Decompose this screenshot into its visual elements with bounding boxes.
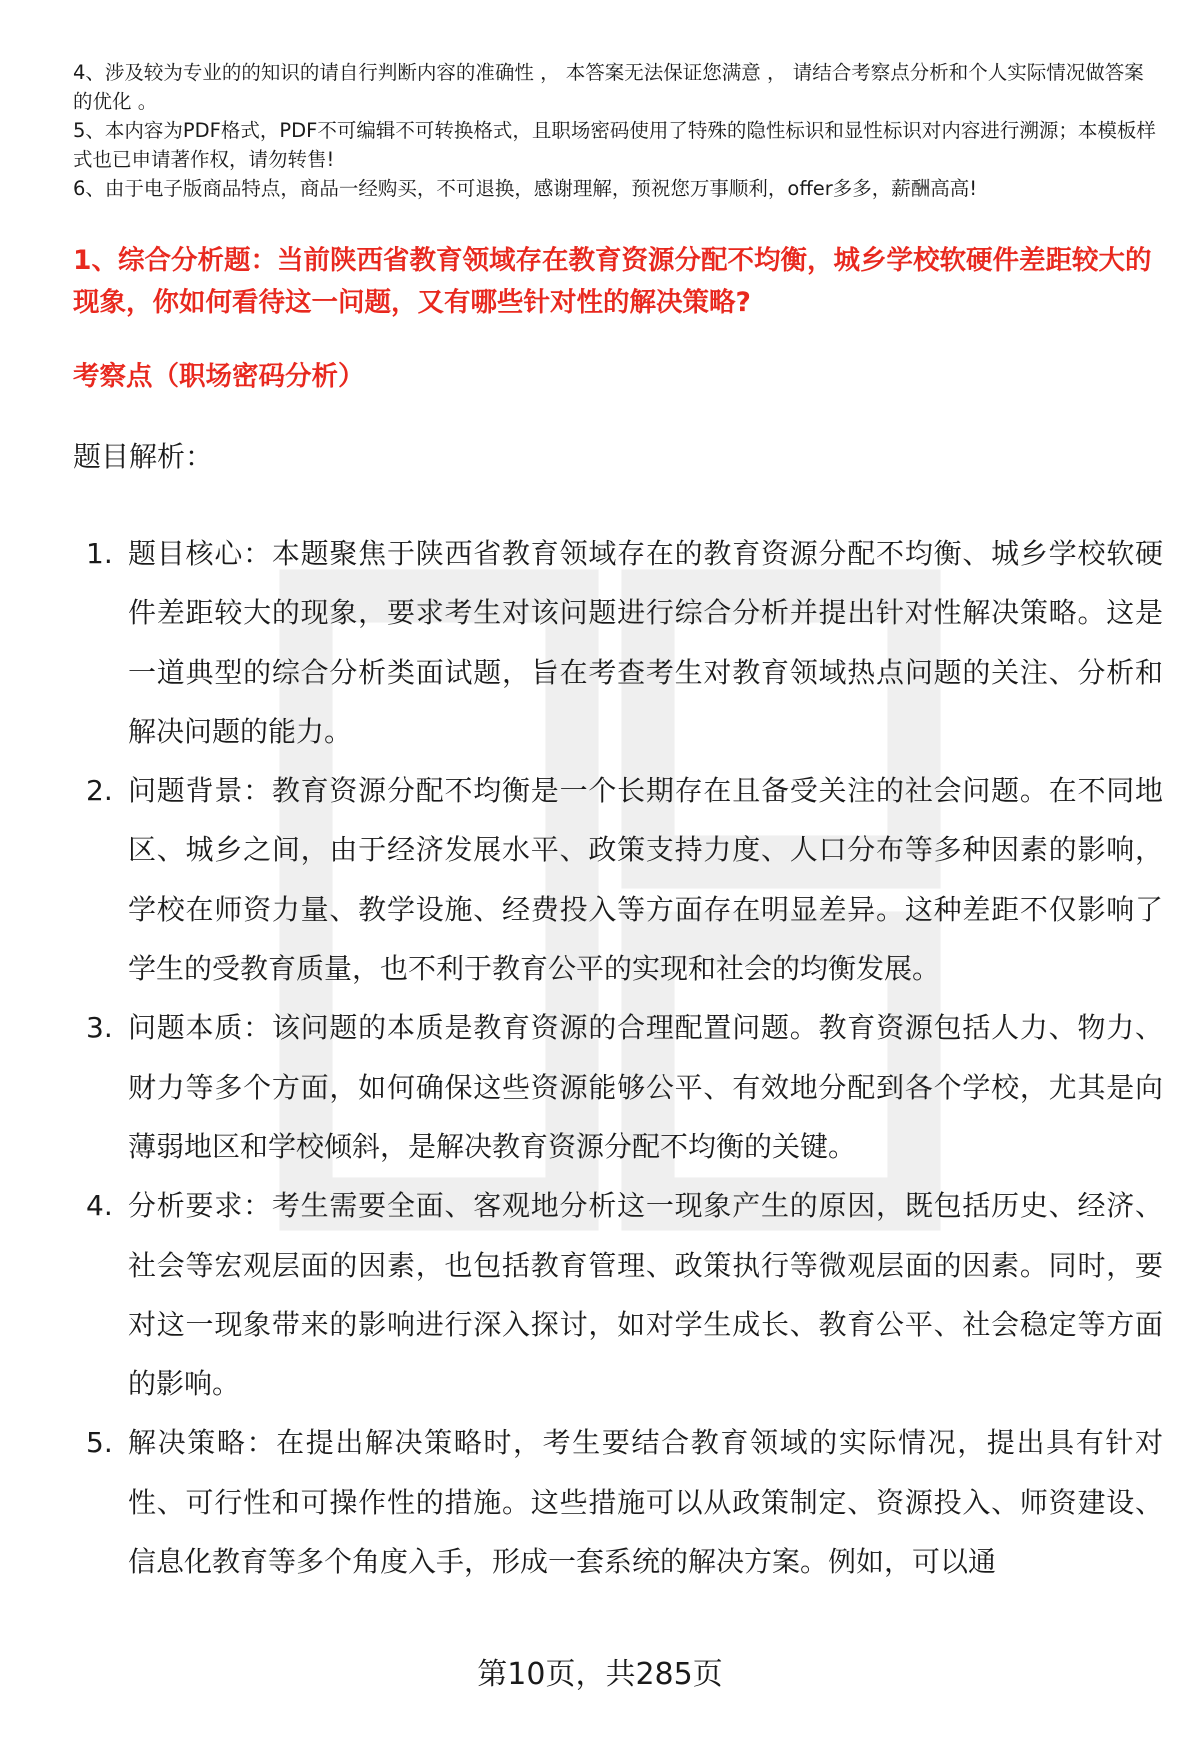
jiexi-heading: 题目解析：: [73, 440, 214, 473]
list-item: [73, 1176, 1163, 1413]
list-item-number: 5.: [86, 1426, 113, 1460]
list-item-number: 4.: [86, 1189, 113, 1223]
note-6: 6、由于电子版商品特点，商品一经购买，不可退换，感谢理解，预祝您万事顺利，offer多多，薪酬高高!: [73, 177, 978, 200]
list-item-text: 解决策略：在提出解决策略时，考生要结合教育领域的实际情况，提出具有针对性、可行性和可操作性的措施。这些措施可以从政策制定、资源投入、师资建设、信息化教育等多个角度入手，形成一套系统的解决方案。例如，可以通: [128, 1426, 1163, 1579]
kaocha-heading: 考察点（职场密码分析）: [73, 361, 365, 392]
list-item-number: 2.: [86, 774, 113, 808]
list-item: [73, 1413, 1163, 1591]
note-4: 4、涉及较为专业的的知识的请自行判断内容的准确性 ， 本答案无法保证您满意 ， 请结合考察点分析和个人实际情况做答案的优化 。: [73, 61, 1144, 113]
list-item-number: 1.: [86, 537, 113, 570]
list-item: [73, 524, 1163, 761]
note-5: 5、本内容为PDF格式，PDF不可编辑不可转换格式，且职场密码使用了特殊的隐性标识和显性标识对内容进行溯源；本模板样式也已申请著作权，请勿转售!: [73, 119, 1156, 171]
list-item-text: 问题本质：该问题的本质是教育资源的合理配置问题。教育资源包括人力、物力、财力等多个方面，如何确保这些资源能够公平、有效地分配到各个学校，尤其是向薄弱地区和学校倾斜，是解决教育资源分配不均衡的关键。: [128, 1011, 1163, 1163]
list-item: [73, 761, 1163, 998]
list-item: [73, 998, 1163, 1176]
list-item-text: 分析要求：考生需要全面、客观地分析这一现象产生的原因，既包括历史、经济、社会等宏观层面的因素，也包括教育管理、政策执行等微观层面的因素。同时，要对这一现象带来的影响进行深入探讨，如对学生成长、教育公平、社会稳定等方面的影响。: [128, 1189, 1163, 1401]
question-title: 1、综合分析题：当前陕西省教育领域存在教育资源分配不均衡，城乡学校软硬件差距较大的现象，你如何看待这一问题，又有哪些针对性的解决策略?: [73, 245, 1152, 318]
analysis-list: [73, 524, 1163, 1591]
page-footer: 第10页，共285页: [477, 1657, 723, 1692]
list-item-text: 题目核心：本题聚焦于陕西省教育领域存在的教育资源分配不均衡、城乡学校软硬件差距较大的现象，要求考生对该问题进行综合分析并提出针对性解决策略。这是一道典型的综合分析类面试题，旨在考查考生对教育领域热点问题的关注、分析和解决问题的能力。: [128, 537, 1163, 748]
notes-section: [73, 58, 1163, 203]
list-item-text: 问题背景：教育资源分配不均衡是一个长期存在且备受关注的社会问题。在不同地区、城乡之间，由于经济发展水平、政策支持力度、人口分布等多种因素的影响，学校在师资力量、教学设施、经费投入等方面存在明显差异。这种差距不仅影响了学生的受教育质量，也不利于教育公平的实现和社会的均衡发展。: [128, 774, 1163, 986]
list-item-number: 3.: [86, 1011, 113, 1045]
